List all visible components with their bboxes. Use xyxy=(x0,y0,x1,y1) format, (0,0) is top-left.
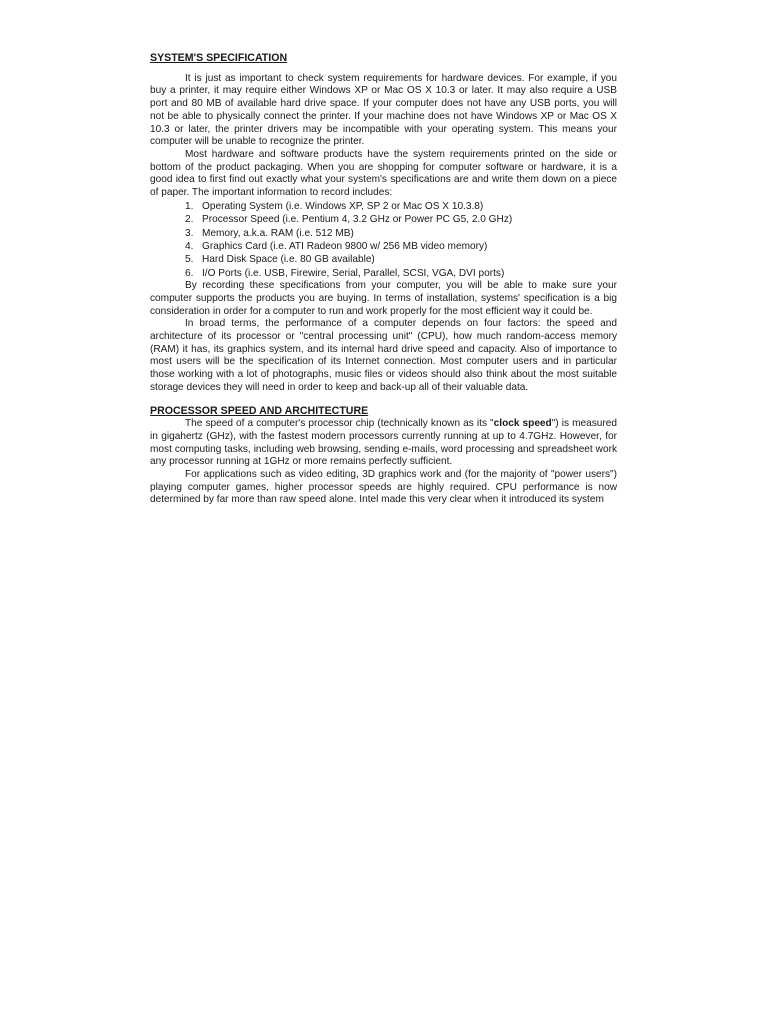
list-item xyxy=(185,213,617,226)
list-item-text: Processor Speed (i.e. Pentium 4, 3.2 GHz or Power PC G5, 2.0 GHz) xyxy=(202,214,513,226)
paragraph-performance-factors: In broad terms, the performance of a computer depends on four factors: the speed and architecture of its processor or "central processing unit" (CPU), how much random-access memory (RAM) it has, its graphics system, and its internal hard drive speed and capacity. Also of importance to most users will be the specification of its Internet connection. Most computer users and in particular those working with a lot of photographs, music files or videos should also think about the most suitable storage devices they will need in order to keep and back-up all of their valuable data. xyxy=(150,318,617,393)
paragraph-packaging: Most hardware and software products have the system requirements printed on the side or bottom of the product packaging. When you are shopping for computer software or hardware, it is a good idea to first find out exactly what your system's specifications are and write them down on a piece of paper. The important information to record includes: xyxy=(150,148,617,199)
list-item-text: Hard Disk Space (i.e. 80 GB available) xyxy=(202,254,375,266)
list-item-text: I/O Ports (i.e. USB, Firewire, Serial, Parallel, SCSI, VGA, DVI ports) xyxy=(202,267,505,279)
paragraph-recording-specs: By recording these specifications from your computer, you will be able to make sure your computer supports the products you are buying. In terms of installation, systems' specification is a big consideration in order for a computer to run and work properly for the most efficient way it could be. xyxy=(150,280,617,317)
list-item xyxy=(185,267,617,280)
list-item-number: 6. xyxy=(185,267,194,279)
list-item xyxy=(185,227,617,240)
list-item-text: Operating System (i.e. Windows XP, SP 2 or Mac OS X 10.3.8) xyxy=(202,200,484,212)
paragraph-clock-speed xyxy=(150,418,617,469)
list-item xyxy=(185,240,617,253)
document-page xyxy=(150,52,617,507)
list-item-text: Graphics Card (i.e. ATI Radeon 9800 w/ 256 MB video memory) xyxy=(202,240,488,252)
list-item xyxy=(185,200,617,213)
list-item-number: 1. xyxy=(185,200,194,212)
clock-speed-term: clock speed xyxy=(493,418,552,430)
list-item-text: Memory, a.k.a. RAM (i.e. 512 MB) xyxy=(202,227,354,239)
section-heading-systems-specification: SYSTEM'S SPECIFICATION xyxy=(150,52,288,64)
section-heading-processor-speed: PROCESSOR SPEED AND ARCHITECTURE xyxy=(150,404,369,417)
specification-list xyxy=(150,200,617,280)
clock-speed-text-after: ") is measured in gigahertz (GHz), with the fastest modern processors currently running at up to 4.7GHz. However, for most computing tasks, including web browsing, sending e-mails, word processing and spreadsheet work any processor running at 1GHz or more remains perfectly sufficient. xyxy=(150,418,617,468)
list-item-number: 4. xyxy=(185,240,194,252)
list-item-number: 5. xyxy=(185,254,194,266)
list-item-number: 3. xyxy=(185,227,194,239)
clock-speed-text-before: The speed of a computer's processor chip (technically known as its " xyxy=(185,418,494,430)
paragraph-applications: For applications such as video editing, 3D graphics work and (for the majority of "power users") playing computer games, higher processor speeds are highly required. CPU performance is now determined by far more than raw speed alone. Intel made this very clear when it introduced its system xyxy=(150,469,617,506)
list-item xyxy=(185,253,617,266)
list-item-number: 2. xyxy=(185,214,194,226)
paragraph-hardware-requirements: It is just as important to check system requirements for hardware devices. For example, if you buy a printer, it may require either Windows XP or Mac OS X 10.3 or later. It may also require a USB port and 80 MB of available hard drive space. If your computer does not have any USB ports, you will not be able to physically connect the printer. If your machine does not have Windows XP or Mac OS X 10.3 or later, the printer drivers may be incompatible with your operating system. This means your computer will be unable to recognize the printer. xyxy=(150,72,617,148)
